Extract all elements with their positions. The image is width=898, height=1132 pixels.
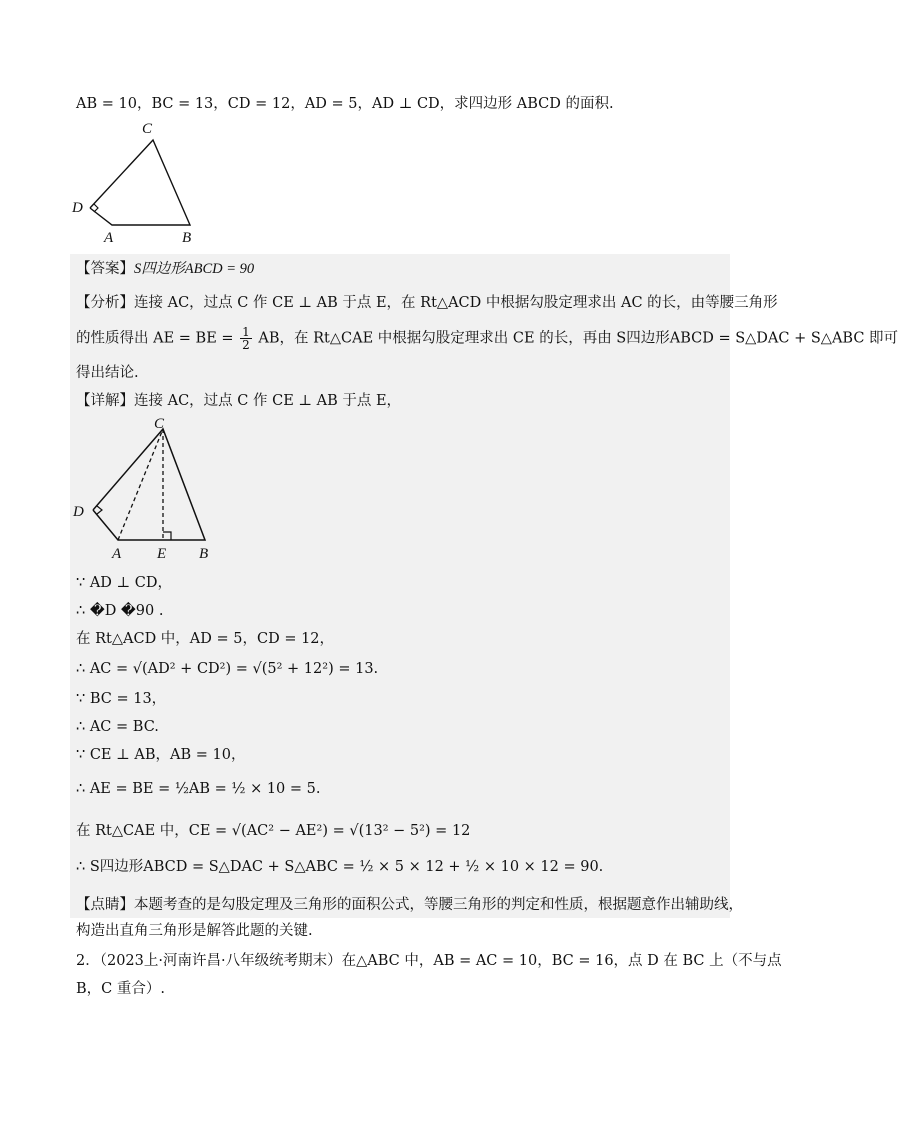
step-7: ∵ CE ⊥ AB，AB = 10， <box>76 747 246 763</box>
step-1: ∵ AD ⊥ CD， <box>76 575 173 591</box>
label-b: B <box>182 230 192 246</box>
quadrilateral-figure <box>60 118 220 250</box>
comment-line-2: 构造出直角三角形是解答此题的关键. <box>76 923 313 939</box>
label-c: C <box>154 416 165 432</box>
step-4: ∴ AC = √(AD² + CD²) = √(5² + 12²) = 13. <box>76 661 379 677</box>
triangle-figure <box>60 412 230 572</box>
label-b: B <box>199 546 209 562</box>
detail-line-1: 【详解】连接 AC，过点 C 作 CE ⊥ AB 于点 E， <box>76 393 402 409</box>
step-8: ∴ AE = BE = ½AB = ½ × 10 = 5. <box>76 781 321 797</box>
label-a: A <box>112 546 122 562</box>
step-2: ∴ �D �90 . <box>76 603 164 619</box>
answer-line: 【答案】S四边形ABCD = 90 <box>76 261 255 277</box>
next-problem-line-1: 2．（2023上·河南许昌·八年级统考期末）在△ABC 中，AB = AC = 10，BC = 16，点 D 在 BC 上（不与点 <box>76 953 782 969</box>
comment-line-1: 【点睛】本题考查的是勾股定理及三角形的面积公式，等腰三角形的判定和性质，根据题意作出辅助线， <box>76 897 743 913</box>
step-3: 在 Rt△ACD 中，AD = 5，CD = 12， <box>76 631 335 647</box>
step-6: ∴ AC = BC. <box>76 719 159 735</box>
step-9: 在 Rt△CAE 中，CE = √(AC² − AE²) = √(13² − 5²) = 12 <box>76 823 471 839</box>
step-5: ∵ BC = 13， <box>76 691 167 707</box>
problem-givens: AB = 10，BC = 13，CD = 12，AD = 5，AD ⊥ CD，求四边形 ABCD 的面积. <box>76 96 614 112</box>
label-d: D <box>72 200 83 216</box>
analysis-line-3: 得出结论. <box>76 365 139 381</box>
next-problem-line-2: B，C 重合）. <box>76 981 165 997</box>
label-d: D <box>73 504 84 520</box>
step-10: ∴ S四边形ABCD = S△DAC + S△ABC = ½ × 5 × 12 + ½ × 10 × 12 = 90. <box>76 859 604 875</box>
label-a: A <box>104 230 114 246</box>
label-c: C <box>142 121 153 137</box>
label-e: E <box>157 546 167 562</box>
analysis-line-2: 的性质得出 AE = BE = $\frac{1}{2}$ AB，在 Rt△CAE 中根据勾股定理求出 CE 的长，再由 S四边形ABCD = S△DAC + S△ABC 即可 <box>76 325 898 352</box>
analysis-line-1: 【分析】连接 AC，过点 C 作 CE ⊥ AB 于点 E，在 Rt△ACD 中根据勾股定理求出 AC 的长，由等腰三角形 <box>76 295 778 311</box>
